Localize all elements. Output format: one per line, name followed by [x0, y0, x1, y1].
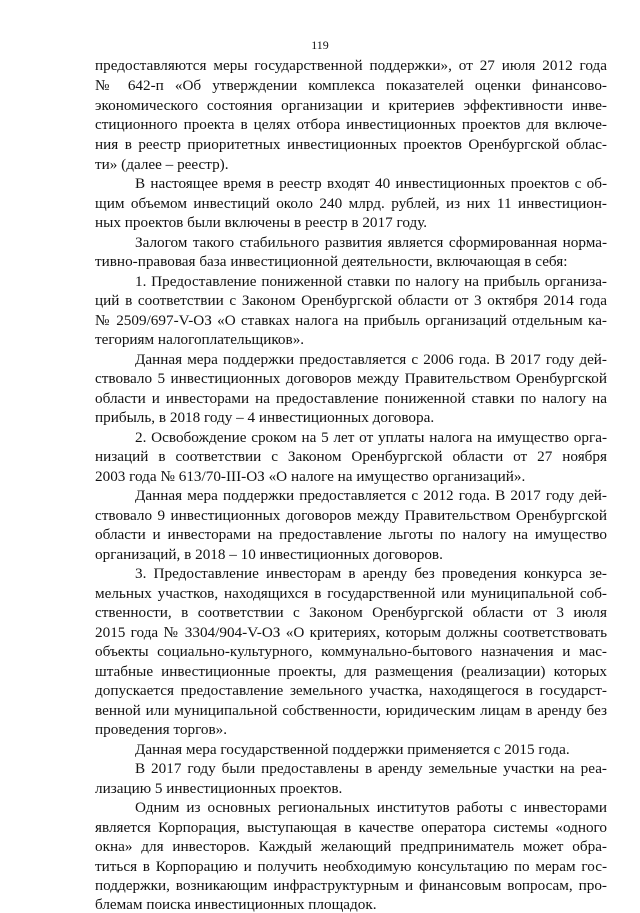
text-line: объекты социально-культурного, коммунально-бытового назначения и мас-	[95, 643, 607, 660]
text-line: стиционного проекта в целях отбора инвестиционных проектов для включе-	[95, 116, 607, 133]
text-line: В настоящее время в реестр входят 40 инвестиционных проектов с об-	[135, 175, 607, 192]
text-line: экономического состояния организации и критериев эффективности инве-	[95, 97, 607, 114]
text-line: тегориям налогоплательщиков».	[95, 331, 305, 348]
text-line: Данная мера поддержки предоставляется с 2012 года. В 2017 году дей-	[135, 487, 607, 504]
text-line: Одним из основных региональных институтов работы с инвесторами	[135, 799, 607, 816]
text-line: венной или муниципальной собственности, юридическим лицам в аренду без	[95, 702, 607, 719]
text-line: Данная мера государственной поддержки применяется с 2015 года.	[135, 741, 570, 758]
text-line: области и инвесторами на предоставление льготы по налогу на имущество	[95, 526, 607, 543]
text-line: ствовало 5 инвестиционных договоров между Правительством Оренбургской	[95, 370, 607, 387]
text-line: щим объемом инвестиций около 240 млрд. рублей, из них 11 инвестицион-	[95, 195, 607, 212]
text-line: тивно-правовая база инвестиционной деятельности, включающая в себя:	[95, 253, 568, 270]
text-line: мельных участков, находящихся в государственной или муниципальной соб-	[95, 585, 607, 602]
text-line: ствовало 9 инвестиционных договоров между Правительством Оренбургской	[95, 507, 607, 524]
text-line: № 642-п «Об утверждении комплекса показателей оценки финансово-	[95, 77, 607, 94]
text-line: блемам поиска инвестиционных площадок.	[95, 896, 377, 913]
text-line: прибыль, в 2018 году – 4 инвестиционных договора.	[95, 409, 435, 426]
text-line: окна» для инвесторов. Каждый желающий предприниматель может обра-	[95, 838, 607, 855]
text-line: лизацию 5 инвестиционных проектов.	[95, 780, 343, 797]
text-line: предоставляются меры государственной поддержки», от 27 июля 2012 года	[95, 57, 607, 74]
text-line: области и инвесторами на предоставление пониженной ставки по налогу на	[95, 390, 607, 407]
text-line: штабные инвестиционные проекты, для размещения (реализации) которых	[95, 663, 607, 680]
text-line: ций в соответствии с Законом Оренбургской области от 3 октября 2014 года	[95, 292, 607, 309]
text-line: ти» (далее – реестр).	[95, 156, 229, 173]
text-line: низаций в соответствии с Законом Оренбургской области от 27 ноября	[95, 448, 607, 465]
text-line: ных проектов были включены в реестр в 2017 году.	[95, 214, 428, 231]
text-line: 2003 года № 613/70-III-ОЗ «О налоге на имущество организаций».	[95, 468, 526, 485]
text-line: № 2509/697-V-ОЗ «О ставках налога на прибыль организаций отдельным ка-	[95, 312, 607, 329]
text-line: Залогом такого стабильного развития является сформированная норма-	[135, 234, 607, 251]
text-line: 3. Предоставление инвесторам в аренду без проведения конкурса зе-	[135, 565, 607, 582]
text-line: титься в Корпорацию и получить необходимую консультацию по мерам гос-	[95, 858, 607, 875]
text-line: допускается предоставление земельного участка, находящегося в государст-	[95, 682, 607, 699]
text-line: ственности, в соответствии с Законом Оренбургской области от 3 июля	[95, 604, 607, 621]
text-line: В 2017 году были предоставлены в аренду земельные участки на реа-	[135, 760, 607, 777]
page-number: 119	[311, 38, 329, 52]
text-line: организаций, в 2018 – 10 инвестиционных договоров.	[95, 546, 443, 563]
text-line: 2015 года № 3304/904-V-ОЗ «О критериях, которым должны соответствовать	[95, 624, 607, 641]
text-line: 1. Предоставление пониженной ставки по налогу на прибыль организа-	[135, 273, 607, 290]
text-line: 2. Освобождение сроком на 5 лет от уплаты налога на имущество орга-	[135, 429, 607, 446]
text-line: поддержки, возникающим инфраструктурным и финансовым вопросам, про-	[95, 877, 607, 894]
text-line: Данная мера поддержки предоставляется с 2006 года. В 2017 году дей-	[135, 351, 607, 368]
text-line: ния в реестр приоритетных инвестиционных проектов Оренбургской облас-	[95, 136, 607, 153]
text-line: является Корпорация, выступающая в качестве оператора системы «одного	[95, 819, 607, 836]
text-line: проведения торгов».	[95, 721, 228, 738]
